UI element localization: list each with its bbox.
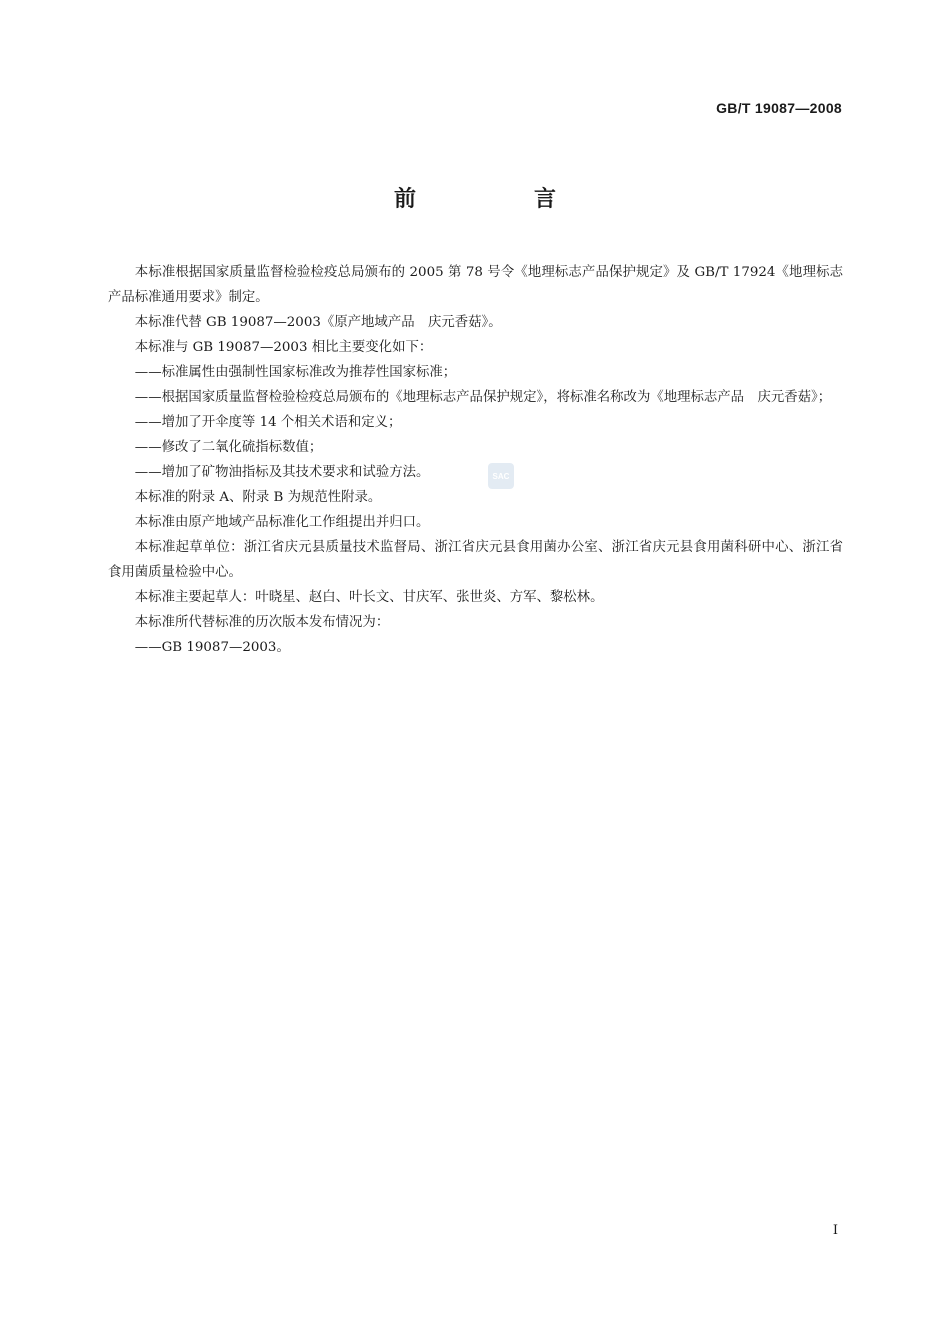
history-item: ——GB 19087—2003。 (134, 640, 290, 655)
paragraph-history-intro: 本标准所代替标准的历次版本发布情况为： (134, 615, 390, 630)
change-item: ——修改了二氧化硫指标数值； (134, 440, 323, 455)
paragraph-proposer: 本标准由原产地域产品标准化工作组提出并归口。 (134, 515, 430, 530)
change-item: ——增加了开伞度等 14 个相关术语和定义； (134, 415, 402, 430)
paragraph-annexes: 本标准的附录 A、附录 B 为规范性附录。 (134, 490, 382, 505)
paragraph-drafting-units: 本标准起草单位：浙江省庆元县质量技术监督局、浙江省庆元县食用菌办公室、浙江省庆元县食用菌科研中心、浙江省食用菌质量检验中心。 (108, 540, 843, 580)
watermark-text: SAC (492, 471, 510, 481)
change-item: ——根据国家质量监督检验检疫总局颁布的《地理标志产品保护规定》，将标准名称改为《地理标志产品 庆元香菇》； (134, 390, 832, 405)
change-item: ——标准属性由强制性国家标准改为推荐性国家标准； (134, 365, 457, 380)
paragraph-replaces: 本标准代替 GB 19087—2003《原产地域产品 庆元香菇》。 (134, 315, 502, 330)
sac-watermark-logo (488, 463, 514, 489)
change-item: ——增加了矿物油指标及其技术要求和试验方法。 (134, 465, 430, 480)
paragraph-changes-intro: 本标准与 GB 19087—2003 相比主要变化如下： (134, 340, 433, 355)
paragraph-drafters: 本标准主要起草人：叶晓星、赵白、叶长文、甘庆军、张世炎、方军、黎松林。 (134, 590, 604, 605)
paragraph-basis: 本标准根据国家质量监督检验检疫总局颁布的 2005 第 78 号令《地理标志产品保护规定》及 GB/T 17924《地理标志产品标准通用要求》制定。 (108, 265, 843, 305)
page-number: I (832, 1223, 838, 1238)
page-title: 前 言 (393, 187, 604, 212)
foreword-body (108, 260, 843, 660)
standard-code: GB/T 19087—2008 (716, 100, 842, 116)
